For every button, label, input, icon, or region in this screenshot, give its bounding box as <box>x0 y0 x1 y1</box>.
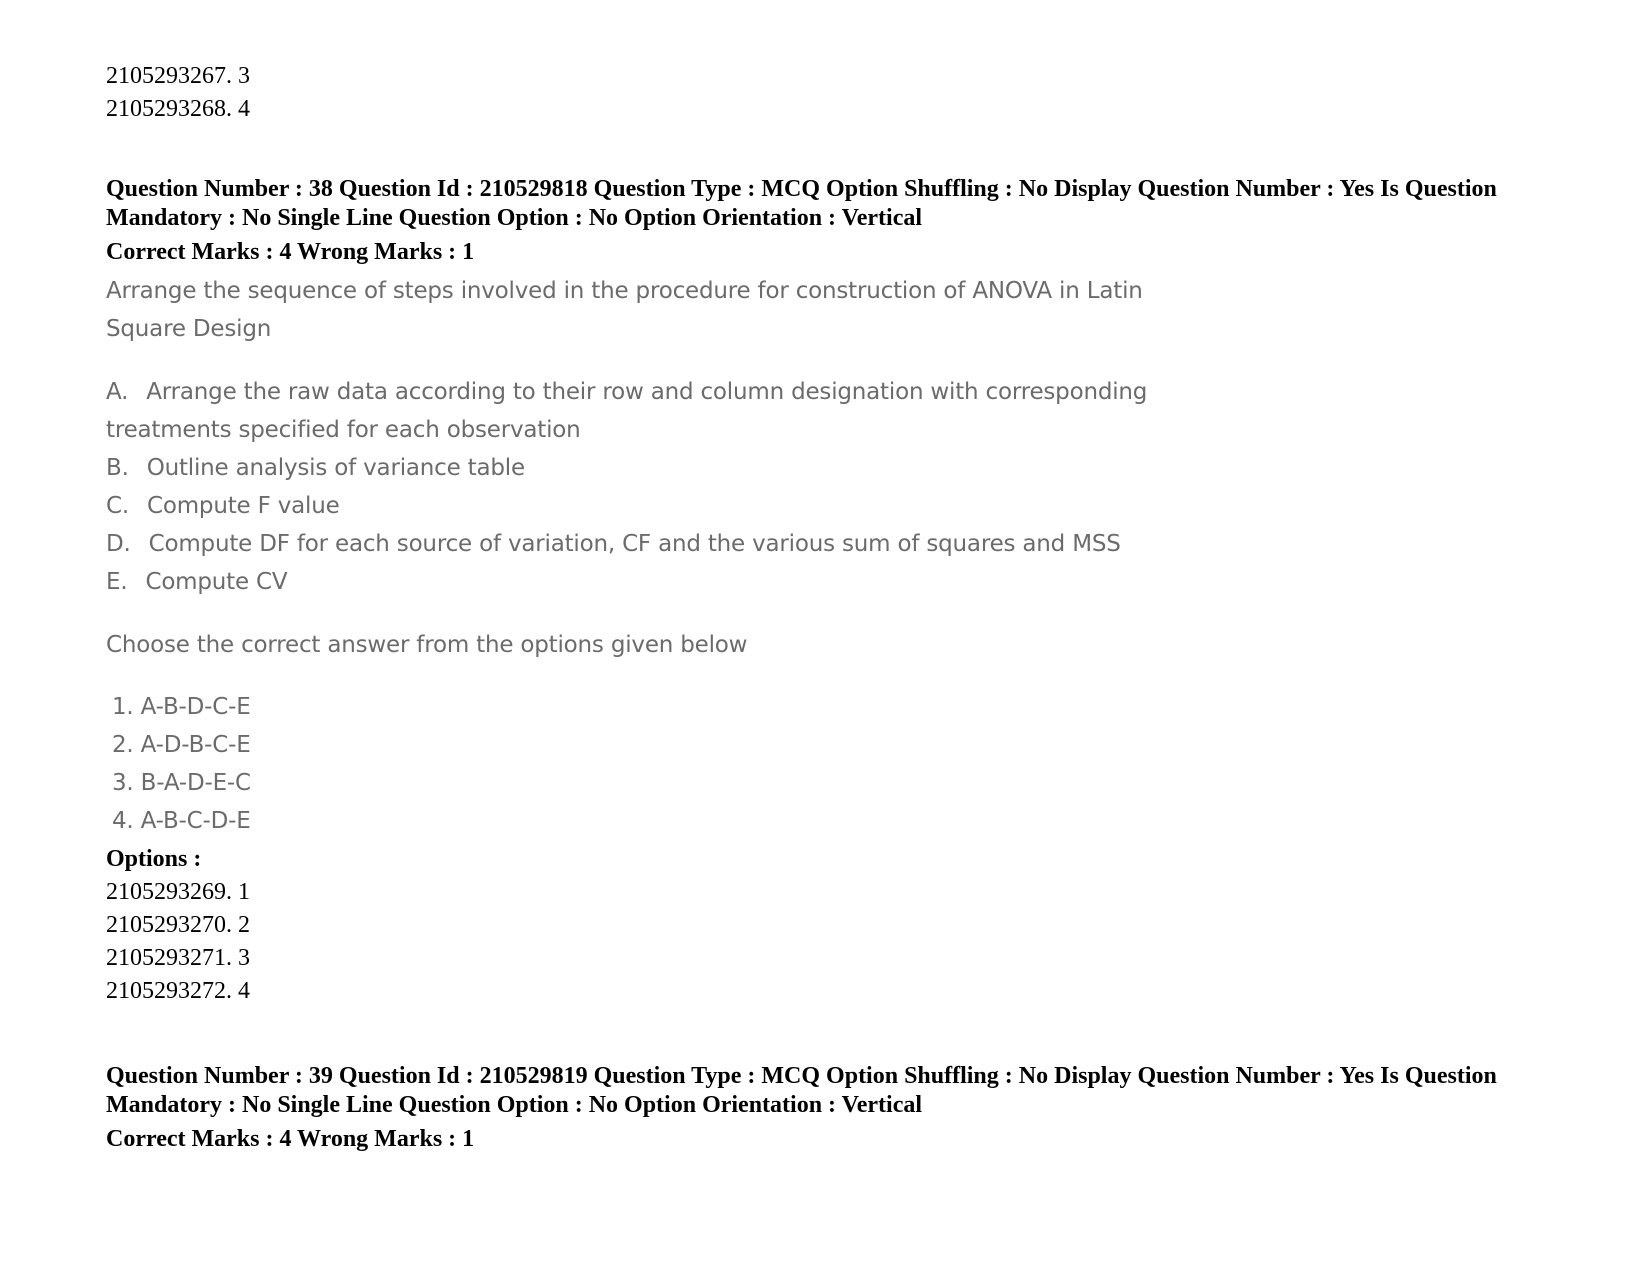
step-item-d <box>106 525 1566 563</box>
meta-line-1: Question Number : 38 Question Id : 210529818 Question Type : MCQ Option Shuffling : No Display Question Number : Yes Is Question <box>106 176 1497 202</box>
option-id: 2105293271 <box>106 945 226 971</box>
question-39-meta <box>106 1062 1566 1120</box>
previous-options-list <box>106 60 1566 126</box>
step-text: Outline analysis of variance table <box>146 455 525 481</box>
question-38-meta <box>106 175 1566 233</box>
step-item-a-continued <box>106 411 1566 449</box>
step-item-c <box>106 487 1566 525</box>
question-39-marks: Correct Marks : 4 Wrong Marks : 1 <box>106 1126 475 1152</box>
options-heading: Options : <box>106 846 202 872</box>
step-text: Compute F value <box>146 493 340 519</box>
question-38-stem <box>106 272 1566 348</box>
option-number: 1 <box>238 879 250 905</box>
choice-item: 3. B-A-D-E-C <box>112 770 251 796</box>
stem-line-2: Square Design <box>106 316 272 342</box>
step-label: E. <box>106 569 128 595</box>
option-number: 4 <box>238 96 250 122</box>
question-38-steps <box>106 373 1566 601</box>
option-line: 2105293271. 3 <box>106 945 250 971</box>
option-id: 2105293267 <box>106 63 226 89</box>
option-number: 4 <box>238 978 250 1004</box>
step-label: B. <box>106 455 129 481</box>
option-id: 2105293272 <box>106 978 226 1004</box>
step-text: Compute CV <box>145 569 288 595</box>
meta-line-2: Mandatory : No Single Line Question Option : No Option Orientation : Vertical <box>106 205 923 231</box>
option-number: 3 <box>238 945 250 971</box>
choice-item: 4. A-B-C-D-E <box>112 808 251 834</box>
question-38-options <box>106 876 1566 1008</box>
question-38-choices <box>106 688 1566 840</box>
option-line: 2105293270. 2 <box>106 912 250 938</box>
step-text: Compute DF for each source of variation, CF and the various sum of squares and MSS <box>148 531 1121 557</box>
question-38-instruction: Choose the correct answer from the options given below <box>106 632 748 658</box>
option-number: 3 <box>238 63 250 89</box>
meta-line-1: Question Number : 39 Question Id : 210529819 Question Type : MCQ Option Shuffling : No Display Question Number : Yes Is Question <box>106 1063 1497 1089</box>
step-text: Arrange the raw data according to their row and column designation with corresponding <box>146 379 1148 405</box>
option-id: 2105293270 <box>106 912 226 938</box>
step-text: treatments specified for each observation <box>106 417 581 443</box>
option-number: 2 <box>238 912 250 938</box>
option-line: 2105293268. 4 <box>106 96 250 122</box>
step-label: D. <box>106 531 131 557</box>
stem-line-1: Arrange the sequence of steps involved in the procedure for construction of ANOVA in Latin <box>106 278 1143 304</box>
step-item-b <box>106 449 1566 487</box>
step-label: C. <box>106 493 129 519</box>
step-item-e <box>106 563 1566 601</box>
option-line: 2105293272. 4 <box>106 978 250 1004</box>
option-line: 2105293269. 1 <box>106 879 250 905</box>
option-id: 2105293269 <box>106 879 226 905</box>
choice-item: 1. A-B-D-C-E <box>112 694 251 720</box>
step-item-a <box>106 373 1566 411</box>
option-line: 2105293267. 3 <box>106 63 250 89</box>
question-38-marks: Correct Marks : 4 Wrong Marks : 1 <box>106 239 475 265</box>
meta-line-2: Mandatory : No Single Line Question Option : No Option Orientation : Vertical <box>106 1092 923 1118</box>
option-id: 2105293268 <box>106 96 226 122</box>
step-label: A. <box>106 379 129 405</box>
choice-item: 2. A-D-B-C-E <box>112 732 251 758</box>
